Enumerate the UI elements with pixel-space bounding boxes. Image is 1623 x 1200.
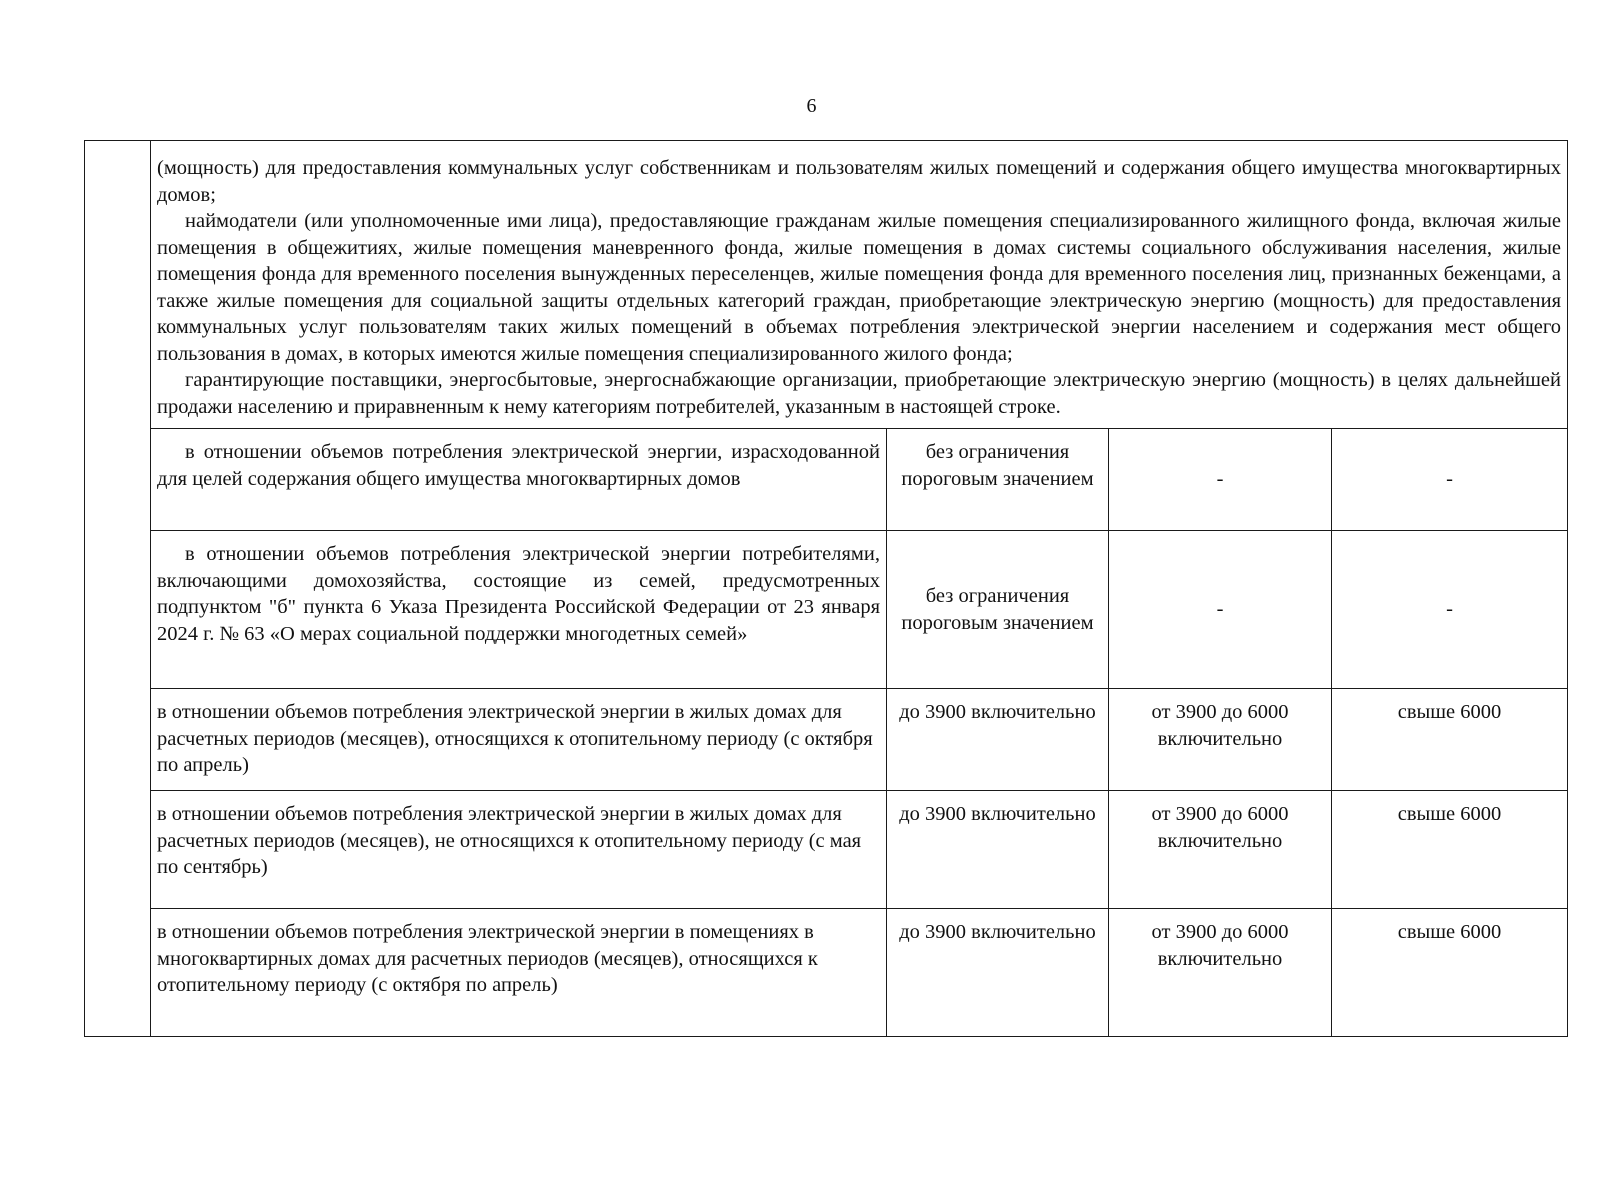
threshold-lower: без ограничения пороговым значением <box>887 429 1109 531</box>
row-description: в отношении объемов потребления электрической энергии в жилых домах для расчетных периодов (месяцев), не относящихся к отопительному периоду (с мая по сентябрь) <box>151 791 887 909</box>
threshold-middle: - <box>1109 429 1332 531</box>
threshold-upper: - <box>1332 429 1568 531</box>
row-description: в отношении объемов потребления электрической энергии в жилых домах для расчетных периодов (месяцев), относящихся к отопительному периоду (с октября по апрель) <box>151 689 887 791</box>
threshold-lower: без ограничения пороговым значением <box>887 531 1109 689</box>
threshold-upper: свыше 6000 <box>1332 689 1568 791</box>
table-row-intro <box>85 141 1568 429</box>
table-row <box>85 531 1568 689</box>
threshold-lower: до 3900 включительно <box>887 791 1109 909</box>
intro-cell <box>151 141 1568 429</box>
intro-paragraph-2: наймодатели (или уполномоченные ими лица), предоставляющие гражданам жилые помещения специализированного жилищного фонда, включая жилые помещения в общежитиях, жилые помещения маневренного фонда, жилые помещения в домах системы социального обслуживания населения, жилые помещения фонда для временного поселения вынужденных переселенцев, жилые помещения фонда для временного поселения лиц, признанных беженцами, а также жилые помещения для социальной защиты отдельных категорий граждан, приобретающие электрическую энергию (мощность) для предоставления коммунальных услуг пользователям таких жилых помещений в объемах потребления электрической энергии населением и содержания мест общего пользования в домах, в которых имеются жилые помещения специализированного жилого фонда; <box>157 210 1562 365</box>
table-row <box>85 429 1568 531</box>
intro-paragraph-3: гарантирующие поставщики, энергосбытовые, энергоснабжающие организации, приобретающие электрическую энергию (мощность) в целях дальнейшей продажи населению и приравненным к нему категориям потребителей, указанным в настоящей строке. <box>157 369 1562 418</box>
threshold-middle: от 3900 до 6000 включительно <box>1109 791 1332 909</box>
intro-paragraph-1: (мощность) для предоставления коммунальных услуг собственникам и пользователям жилых помещений и содержания общего имущества многоквартирных домов; <box>157 157 1562 206</box>
threshold-middle: от 3900 до 6000 включительно <box>1109 689 1332 791</box>
threshold-upper: свыше 6000 <box>1332 791 1568 909</box>
row-description: в отношении объемов потребления электрической энергии потребителями, включающими домохозяйства, состоящие из семей, предусмотренных подпунктом "б" пункта 6 Указа Президента Российской Федерации от 23 января 2024 г. № 63 «О мерах социальной поддержки многодетных семей» <box>151 531 887 689</box>
threshold-middle: от 3900 до 6000 включительно <box>1109 909 1332 1037</box>
threshold-middle: - <box>1109 531 1332 689</box>
threshold-upper: свыше 6000 <box>1332 909 1568 1037</box>
row-description: в отношении объемов потребления электрической энергии в помещениях в многоквартирных домах для расчетных периодов (месяцев), относящихся к отопительному периоду (с октября по апрель) <box>151 909 887 1037</box>
tariff-table <box>84 140 1568 1037</box>
row-description: в отношении объемов потребления электрической энергии, израсходованной для целей содержания общего имущества многоквартирных домов <box>151 429 887 531</box>
row-number-cell <box>85 141 151 1037</box>
threshold-upper: - <box>1332 531 1568 689</box>
page-number: 6 <box>806 95 817 117</box>
table-row <box>85 909 1568 1037</box>
threshold-lower: до 3900 включительно <box>887 689 1109 791</box>
table-row <box>85 689 1568 791</box>
table-row <box>85 791 1568 909</box>
threshold-lower: до 3900 включительно <box>887 909 1109 1037</box>
